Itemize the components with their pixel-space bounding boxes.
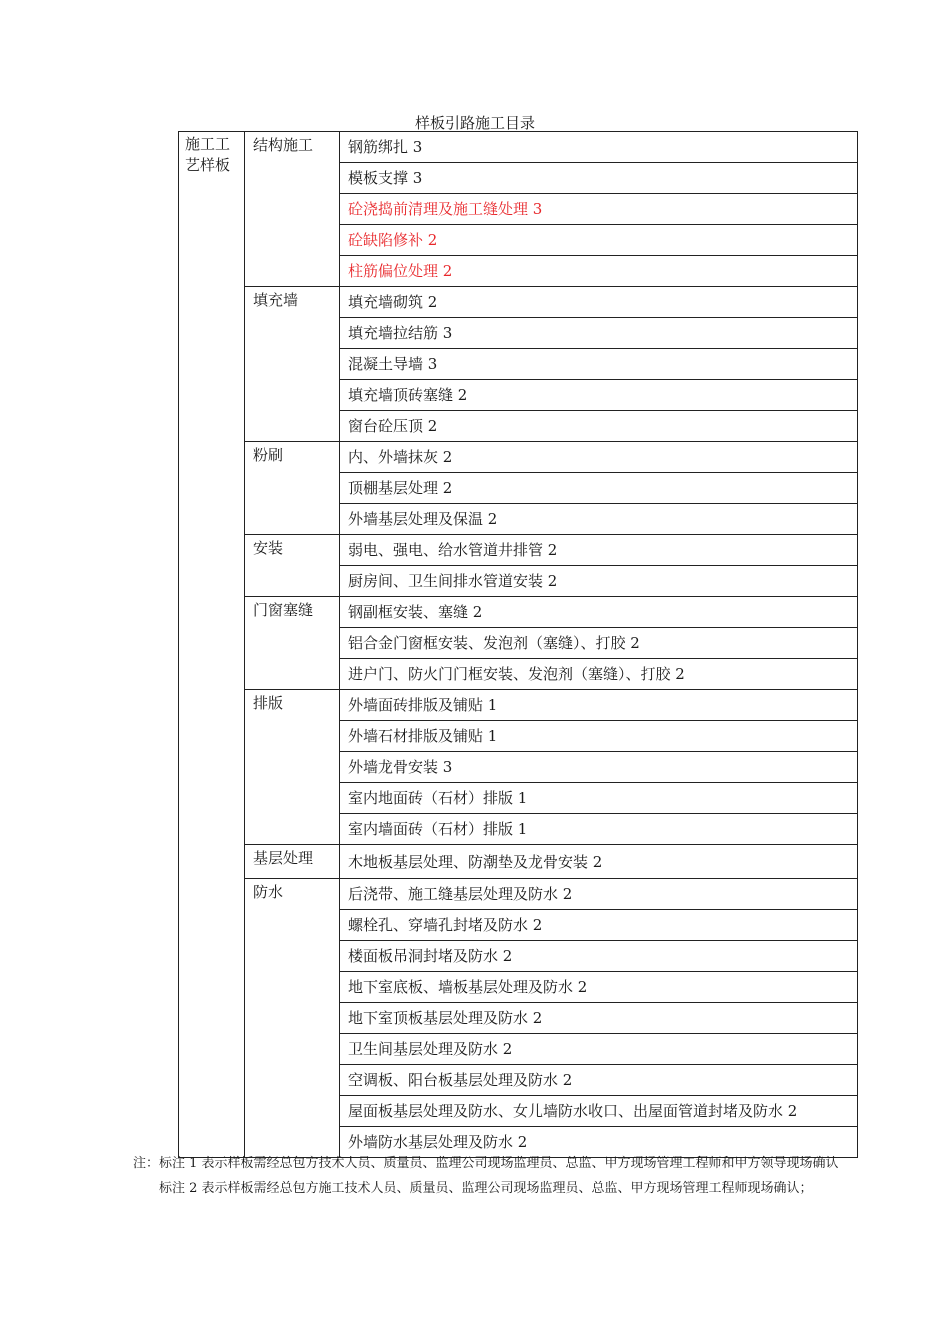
table-row [179, 132, 858, 163]
table-row [179, 287, 858, 318]
item-cell: 地下室顶板基层处理及防水 2 [340, 1003, 858, 1034]
item-cell: 螺栓孔、穿墙孔封堵及防水 2 [340, 910, 858, 941]
item-cell: 外墙防水基层处理及防水 2 [340, 1127, 858, 1158]
item-cell: 外墙龙骨安装 3 [340, 752, 858, 783]
item-cell: 木地板基层处理、防潮垫及龙骨安装 2 [340, 845, 858, 879]
item-cell: 室内地面砖（石材）排版 1 [340, 783, 858, 814]
item-cell: 窗台砼压顶 2 [340, 411, 858, 442]
item-cell: 砼缺陷修补 2 [340, 225, 858, 256]
item-cell: 柱筋偏位处理 2 [340, 256, 858, 287]
item-cell: 屋面板基层处理及防水、女儿墙防水收口、出屋面管道封堵及防水 2 [340, 1096, 858, 1127]
group-name-cell: 粉刷 [245, 442, 340, 535]
item-cell: 铝合金门窗框安装、发泡剂（塞缝）、打胶 2 [340, 628, 858, 659]
item-cell: 外墙面砖排版及铺贴 1 [340, 690, 858, 721]
catalog-table-body [179, 132, 858, 1158]
item-cell: 模板支撑 3 [340, 163, 858, 194]
item-cell: 地下室底板、墙板基层处理及防水 2 [340, 972, 858, 1003]
item-cell: 顶棚基层处理 2 [340, 473, 858, 504]
item-cell: 钢副框安装、塞缝 2 [340, 597, 858, 628]
table-row [179, 879, 858, 910]
table-row [179, 690, 858, 721]
catalog-table [178, 131, 858, 1158]
group-name-cell: 防水 [245, 879, 340, 1158]
group-name-cell: 结构施工 [245, 132, 340, 287]
item-cell: 弱电、强电、给水管道井排管 2 [340, 535, 858, 566]
item-cell: 内、外墙抹灰 2 [340, 442, 858, 473]
page-title: 样板引路施工目录 [414, 114, 535, 132]
table-row [179, 845, 858, 879]
top-category-cell: 施工工艺样板 [179, 132, 245, 1158]
item-cell: 砼浇捣前清理及施工缝处理 3 [340, 194, 858, 225]
item-cell: 填充墙砌筑 2 [340, 287, 858, 318]
table-row [179, 597, 858, 628]
item-cell: 后浇带、施工缝基层处理及防水 2 [340, 879, 858, 910]
group-name-cell: 门窗塞缝 [245, 597, 340, 690]
item-cell: 楼面板吊洞封堵及防水 2 [340, 941, 858, 972]
item-cell: 室内墙面砖（石材）排版 1 [340, 814, 858, 845]
group-name-cell: 填充墙 [245, 287, 340, 442]
note-2: 标注 2 表示样板需经总包方施工技术人员、质量员、监理公司现场监理员、总监、甲方现场管理工程师现场确认； [159, 1181, 813, 1196]
item-cell: 钢筋绑扎 3 [340, 132, 858, 163]
item-cell: 外墙基层处理及保温 2 [340, 504, 858, 535]
notes [133, 1151, 848, 1201]
group-name-cell: 排版 [245, 690, 340, 845]
item-cell: 外墙石材排版及铺贴 1 [340, 721, 858, 752]
item-cell: 填充墙顶砖塞缝 2 [340, 380, 858, 411]
item-cell: 空调板、阳台板基层处理及防水 2 [340, 1065, 858, 1096]
group-name-cell: 基层处理 [245, 845, 340, 879]
item-cell: 进户门、防火门门框安装、发泡剂（塞缝）、打胶 2 [340, 659, 858, 690]
table-row [179, 535, 858, 566]
table-row [179, 442, 858, 473]
item-cell: 填充墙拉结筋 3 [340, 318, 858, 349]
item-cell: 厨房间、卫生间排水管道安装 2 [340, 566, 858, 597]
item-cell: 卫生间基层处理及防水 2 [340, 1034, 858, 1065]
group-name-cell: 安装 [245, 535, 340, 597]
item-cell: 混凝土导墙 3 [340, 349, 858, 380]
note-1: 注：标注 1 表示样板需经总包方技术人员、质量员、监理公司现场监理员、总监、甲方现场管理工程师和甲方领导现场确认 [133, 1156, 839, 1171]
